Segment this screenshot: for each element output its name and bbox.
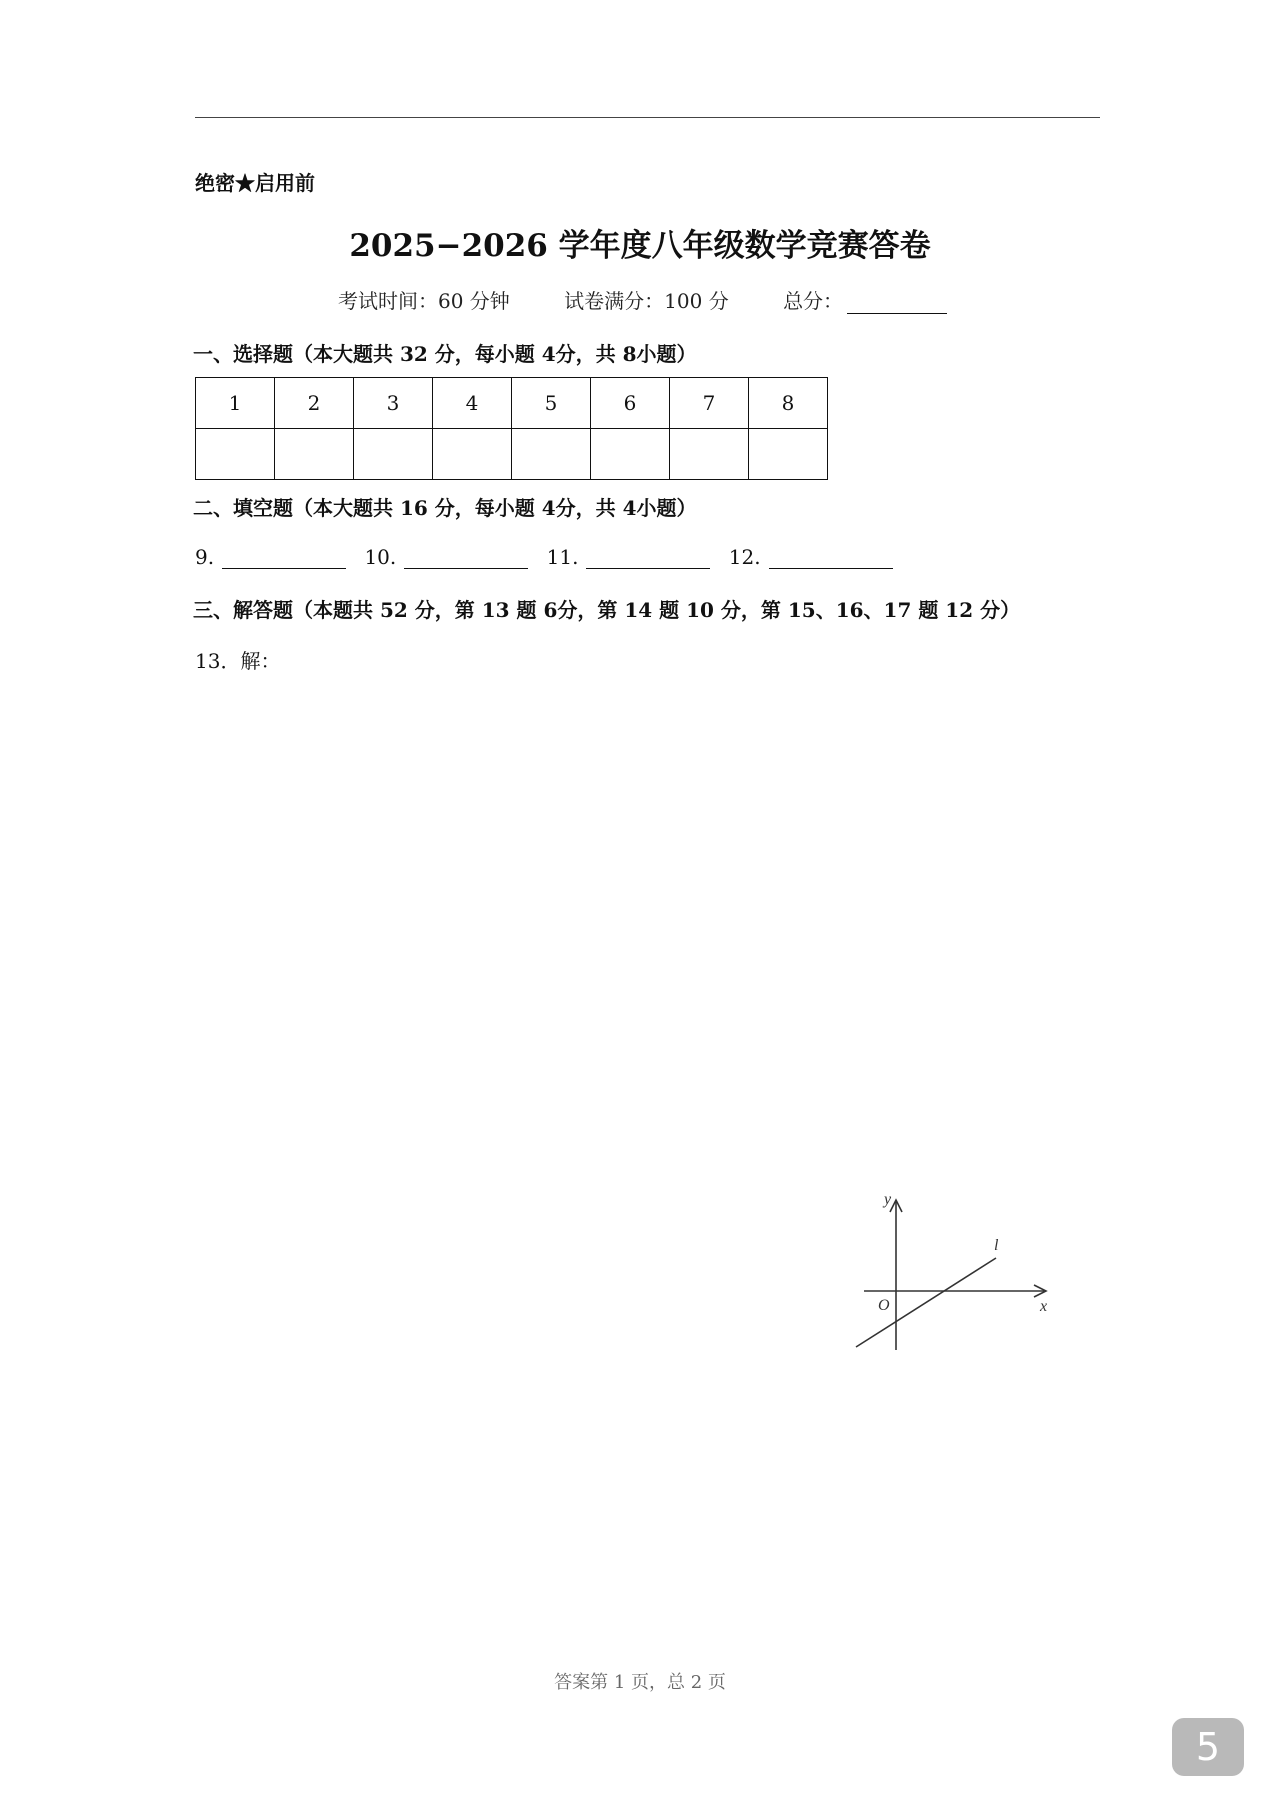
choice-number: 7: [670, 378, 749, 429]
fill-item-number: 10.: [364, 545, 397, 569]
choice-answer-cell[interactable]: [749, 429, 828, 480]
fill-item: [364, 545, 528, 569]
section-1-heading: 一、选择题（本大题共 32 分，每小题 4分，共 8小题）: [193, 342, 697, 366]
choice-answer-cell[interactable]: [591, 429, 670, 480]
fill-item: [547, 545, 711, 569]
section-3-heading: 三、解答题（本题共 52 分，第 13 题 6分，第 14 题 10 分，第 15、16、17 题 12 分）: [193, 598, 1021, 622]
top-rule: [195, 117, 1100, 118]
section-2-heading: 二、填空题（本大题共 16 分，每小题 4分，共 4小题）: [193, 496, 697, 520]
secret-label: 绝密★启用前: [195, 171, 315, 195]
fill-item-number: 11.: [546, 545, 579, 569]
choice-answer-table: [195, 377, 828, 480]
exam-time: 考试时间：60 分钟: [338, 289, 510, 313]
choice-number: 8: [749, 378, 828, 429]
choice-answer-cell[interactable]: [354, 429, 433, 480]
x-axis-label: x: [1040, 1298, 1048, 1315]
fill-item: [195, 545, 346, 569]
choice-number-row: [196, 378, 828, 429]
exam-info: [338, 285, 995, 314]
page-footer: 答案第 1 页，总 2 页: [554, 1672, 726, 1693]
fill-item-number: 12.: [728, 545, 761, 569]
choice-number: 1: [196, 378, 275, 429]
y-axis-label: y: [884, 1191, 892, 1208]
fill-item-number: 9.: [195, 545, 215, 569]
page-title: 2025−2026 学年度八年级数学竞赛答卷: [349, 228, 931, 264]
choice-number: 3: [354, 378, 433, 429]
page-number-badge[interactable]: 5: [1172, 1718, 1244, 1776]
line-label: l: [994, 1237, 999, 1254]
choice-number: 4: [433, 378, 512, 429]
choice-number: 2: [275, 378, 354, 429]
choice-answer-row: [196, 429, 828, 480]
question-13-label: 13．解：: [195, 649, 281, 673]
line-l: [856, 1258, 996, 1347]
fill-blank-line[interactable]: [222, 548, 346, 569]
choice-answer-cell[interactable]: [433, 429, 512, 480]
fill-item: [729, 545, 893, 569]
fill-blank-line[interactable]: [404, 548, 528, 569]
choice-answer-cell[interactable]: [196, 429, 275, 480]
exam-full-score: 试卷满分：100 分: [564, 289, 729, 313]
origin-label: O: [878, 1297, 890, 1314]
choice-number: 6: [591, 378, 670, 429]
total-score-blank[interactable]: [847, 293, 947, 314]
choice-answer-cell[interactable]: [670, 429, 749, 480]
coordinate-graph: [850, 1190, 1060, 1360]
fill-blank-line[interactable]: [586, 548, 710, 569]
choice-answer-cell[interactable]: [512, 429, 591, 480]
choice-number: 5: [512, 378, 591, 429]
choice-answer-cell[interactable]: [275, 429, 354, 480]
total-score-label: 总分：: [783, 289, 844, 313]
fill-blank-row: [195, 545, 905, 569]
fill-blank-line[interactable]: [769, 548, 893, 569]
